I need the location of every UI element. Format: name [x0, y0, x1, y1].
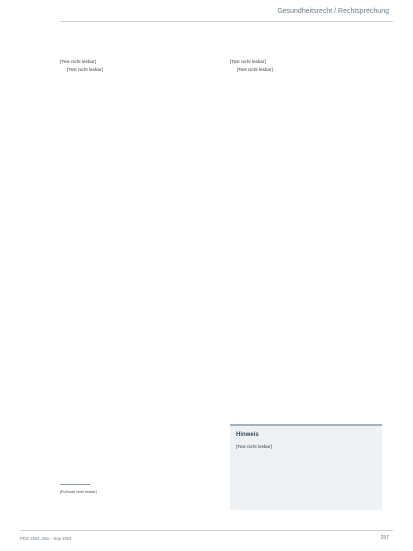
- hint-title: Hinweis: [236, 432, 259, 438]
- running-title: Gesundheitsrecht / Rechtsprechung: [277, 8, 389, 15]
- page-header: [0, 8, 413, 22]
- header-rule: [60, 21, 393, 22]
- paragraph: [Text nicht lesbar]: [60, 59, 96, 64]
- page-number: 257: [380, 535, 389, 541]
- hint-box: [230, 424, 382, 510]
- footnote-rule: [60, 484, 90, 485]
- paragraph: [Text nicht lesbar]: [237, 67, 273, 73]
- paragraph: [Text nicht lesbar]: [67, 67, 103, 73]
- page-footer: [0, 521, 413, 551]
- footer-publication-info: PDG 2024, 26a – Sep 2024: [20, 536, 72, 541]
- right-text-column: [230, 58, 390, 75]
- paragraph: [Text nicht lesbar]: [230, 59, 266, 64]
- footnote: [Fußnote nicht lesbar]: [60, 490, 97, 494]
- left-text-column: [60, 58, 214, 75]
- hint-text: [Text nicht lesbar]: [236, 444, 272, 449]
- footer-rule: [20, 530, 393, 531]
